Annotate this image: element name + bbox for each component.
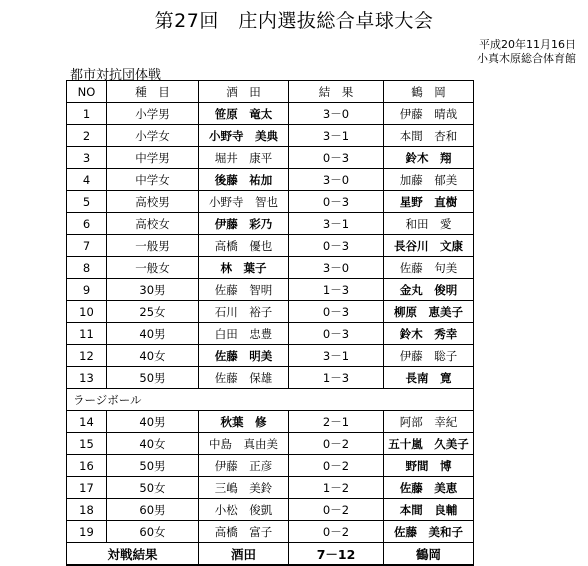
row-category: 小学女	[107, 125, 199, 147]
table-row	[67, 367, 474, 389]
results-table	[66, 80, 474, 566]
row-team-a-player: 高橋 優也	[199, 235, 289, 257]
table-row	[67, 235, 474, 257]
table-row	[67, 191, 474, 213]
row-team-a-player: 林 葉子	[199, 257, 289, 279]
row-no: 6	[67, 213, 107, 235]
row-no: 2	[67, 125, 107, 147]
row-no: 9	[67, 279, 107, 301]
total-team-b: 鶴岡	[384, 543, 474, 566]
row-score: 0－2	[289, 455, 384, 477]
row-team-b-player: 金丸 俊明	[384, 279, 474, 301]
row-team-b-player: 鈴木 翔	[384, 147, 474, 169]
row-team-a-player: 佐藤 明美	[199, 345, 289, 367]
row-team-b-player: 本間 良輔	[384, 499, 474, 521]
row-category: 25女	[107, 301, 199, 323]
table-row	[67, 455, 474, 477]
event-venue: 小真木原総合体育館	[477, 52, 576, 65]
table-row	[67, 411, 474, 433]
row-score: 3－1	[289, 345, 384, 367]
row-no: 13	[67, 367, 107, 389]
row-team-a-player: 中島 真由美	[199, 433, 289, 455]
section-row-large-ball	[67, 389, 474, 411]
row-team-a-player: 佐藤 保雄	[199, 367, 289, 389]
row-team-b-player: 柳原 恵美子	[384, 301, 474, 323]
row-score: 0－3	[289, 235, 384, 257]
row-team-a-player: 白田 忠豊	[199, 323, 289, 345]
table-row	[67, 301, 474, 323]
total-team-a: 酒田	[199, 543, 289, 566]
table-row	[67, 345, 474, 367]
row-no: 15	[67, 433, 107, 455]
header-score: 結 果	[289, 81, 384, 103]
row-score: 1－3	[289, 367, 384, 389]
row-team-a-player: 小松 俊凱	[199, 499, 289, 521]
row-category: 40男	[107, 323, 199, 345]
row-no: 19	[67, 521, 107, 543]
total-row	[67, 543, 474, 566]
row-score: 3－0	[289, 103, 384, 125]
table-row	[67, 103, 474, 125]
row-team-a-player: 伊藤 彩乃	[199, 213, 289, 235]
row-team-b-player: 阿部 幸紀	[384, 411, 474, 433]
row-category: 40男	[107, 411, 199, 433]
section-label-large-ball: ラージボール	[67, 389, 474, 411]
row-no: 16	[67, 455, 107, 477]
row-score: 0－3	[289, 191, 384, 213]
row-no: 4	[67, 169, 107, 191]
row-team-b-player: 長南 寛	[384, 367, 474, 389]
row-category: 高校男	[107, 191, 199, 213]
row-team-b-player: 鈴木 秀幸	[384, 323, 474, 345]
table-row	[67, 147, 474, 169]
row-category: 30男	[107, 279, 199, 301]
row-team-b-player: 本間 杏和	[384, 125, 474, 147]
row-score: 1－2	[289, 477, 384, 499]
row-no: 11	[67, 323, 107, 345]
row-no: 17	[67, 477, 107, 499]
row-category: 高校女	[107, 213, 199, 235]
row-team-a-player: 佐藤 智明	[199, 279, 289, 301]
table-row	[67, 323, 474, 345]
row-score: 0－2	[289, 433, 384, 455]
row-team-b-player: 佐藤 美恵	[384, 477, 474, 499]
row-category: 50男	[107, 367, 199, 389]
row-team-a-player: 小野寺 智也	[199, 191, 289, 213]
row-team-a-player: 伊藤 正彦	[199, 455, 289, 477]
table-row	[67, 169, 474, 191]
row-score: 0－3	[289, 301, 384, 323]
results-table-body	[67, 81, 474, 566]
row-team-b-player: 加藤 郁美	[384, 169, 474, 191]
row-score: 3－0	[289, 257, 384, 279]
row-category: 60男	[107, 499, 199, 521]
row-score: 2－1	[289, 411, 384, 433]
row-category: 一般女	[107, 257, 199, 279]
table-row	[67, 125, 474, 147]
total-score: 7－12	[289, 543, 384, 566]
row-score: 0－2	[289, 521, 384, 543]
row-score: 0－3	[289, 323, 384, 345]
row-team-b-player: 和田 愛	[384, 213, 474, 235]
row-score: 1－3	[289, 279, 384, 301]
row-no: 14	[67, 411, 107, 433]
row-team-b-player: 佐藤 美和子	[384, 521, 474, 543]
row-team-a-player: 後藤 祐加	[199, 169, 289, 191]
table-row	[67, 213, 474, 235]
table-row	[67, 499, 474, 521]
row-no: 12	[67, 345, 107, 367]
row-score: 3－1	[289, 213, 384, 235]
row-team-a-player: 堀井 康平	[199, 147, 289, 169]
row-score: 3－0	[289, 169, 384, 191]
table-row	[67, 257, 474, 279]
table-row	[67, 477, 474, 499]
total-label: 対戦結果	[67, 543, 199, 566]
table-header-row	[67, 81, 474, 103]
section-label-team-competition: 都市対抗団体戦	[70, 68, 162, 83]
row-no: 18	[67, 499, 107, 521]
row-category: 50男	[107, 455, 199, 477]
row-team-a-player: 高橋 富子	[199, 521, 289, 543]
row-team-b-player: 野間 博	[384, 455, 474, 477]
table-row	[67, 279, 474, 301]
table-row	[67, 521, 474, 543]
header-team-a: 酒 田	[199, 81, 289, 103]
row-no: 10	[67, 301, 107, 323]
row-team-b-player: 星野 直樹	[384, 191, 474, 213]
row-team-b-player: 佐藤 句美	[384, 257, 474, 279]
row-category: 40女	[107, 345, 199, 367]
row-category: 50女	[107, 477, 199, 499]
row-no: 1	[67, 103, 107, 125]
row-team-a-player: 小野寺 美典	[199, 125, 289, 147]
row-category: 一般男	[107, 235, 199, 257]
row-category: 小学男	[107, 103, 199, 125]
row-team-b-player: 五十嵐 久美子	[384, 433, 474, 455]
row-score: 3－1	[289, 125, 384, 147]
row-no: 3	[67, 147, 107, 169]
row-score: 0－2	[289, 499, 384, 521]
row-team-b-player: 伊藤 晴哉	[384, 103, 474, 125]
row-category: 中学女	[107, 169, 199, 191]
row-category: 60女	[107, 521, 199, 543]
row-team-a-player: 笹原 竜太	[199, 103, 289, 125]
page-title: 第27回 庄内選抜総合卓球大会	[154, 10, 434, 32]
row-team-b-player: 長谷川 文康	[384, 235, 474, 257]
row-team-a-player: 三嶋 美鈴	[199, 477, 289, 499]
header-category: 種 目	[107, 81, 199, 103]
row-team-a-player: 石川 裕子	[199, 301, 289, 323]
row-no: 7	[67, 235, 107, 257]
row-no: 5	[67, 191, 107, 213]
row-category: 40女	[107, 433, 199, 455]
event-date: 平成20年11月16日	[479, 38, 576, 51]
row-category: 中学男	[107, 147, 199, 169]
row-no: 8	[67, 257, 107, 279]
row-team-a-player: 秋葉 修	[199, 411, 289, 433]
header-no: NO	[67, 81, 107, 103]
row-score: 0－3	[289, 147, 384, 169]
row-team-b-player: 伊藤 聡子	[384, 345, 474, 367]
header-team-b: 鶴 岡	[384, 81, 474, 103]
table-row	[67, 433, 474, 455]
